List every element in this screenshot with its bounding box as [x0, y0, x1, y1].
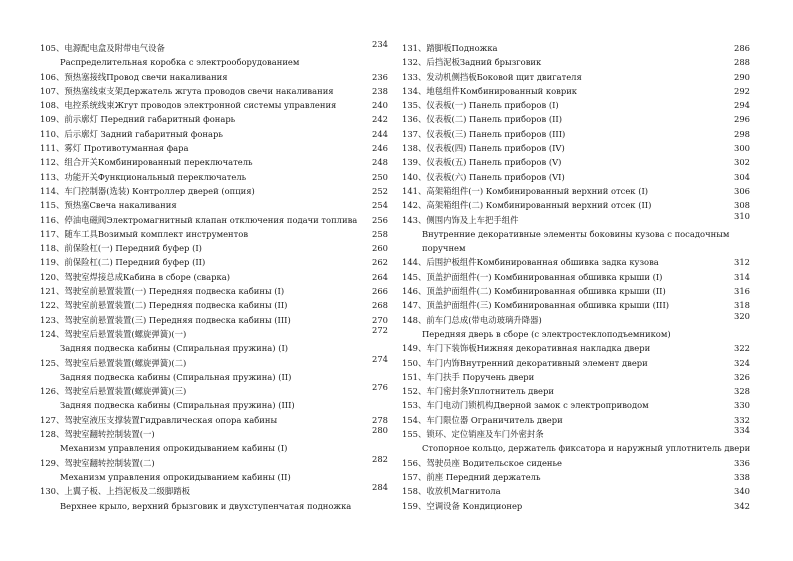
toc-entry — [402, 427, 750, 441]
toc-page-number: 298 — [734, 128, 750, 139]
toc-entry-title: Задняя подвеска кабины (Спиральная пружина) (II) — [60, 371, 292, 382]
toc-entry-title: 114、车门控制器(选装) Контроллер дверей (опция) — [40, 185, 255, 196]
toc-entry-title: 126、驾驶室后悬置装置(螺旋弹簧)(三) — [40, 386, 187, 397]
toc-page-number: 334 — [734, 425, 750, 436]
toc-entry-title: 135、仪表板(一) Панель приборов (I) — [402, 100, 559, 111]
toc-entry — [402, 127, 750, 141]
toc-entry-title: 119、前保险杠(二) Передний буфер (II) — [40, 257, 206, 268]
toc-page-number: 278 — [372, 414, 388, 425]
toc-page-number: 256 — [372, 214, 388, 225]
toc-entry-continuation — [402, 227, 750, 241]
toc-entry-title: Верхнее крыло, верхний брызговик и двухступенчатая подножка — [60, 500, 352, 511]
toc-entry-continuation — [402, 241, 750, 255]
toc-page-number: 284 — [372, 482, 388, 493]
toc-entry — [402, 284, 750, 298]
toc-page-number: 322 — [734, 343, 750, 354]
toc-entry-title: 142、高架箱组件(二) Комбинированный верхний отсек (II) — [402, 200, 652, 211]
toc-page-number: 300 — [734, 143, 750, 154]
toc-entry — [402, 184, 750, 198]
toc-entry-title: 150、车门内饰Внутренний декоративный элемент двери — [402, 357, 648, 368]
toc-page-number: 304 — [734, 171, 750, 182]
toc-page-number: 340 — [734, 486, 750, 497]
toc-entry-title: 152、车门密封条Уплотнитель двери — [402, 386, 554, 397]
toc-entry — [40, 98, 388, 112]
toc-page-number: 330 — [734, 400, 750, 411]
toc-entry-continuation — [40, 398, 388, 412]
toc-entry — [402, 255, 750, 269]
toc-page-number: 282 — [372, 453, 388, 464]
toc-page-number: 294 — [734, 100, 750, 111]
toc-entry — [40, 198, 388, 212]
toc-entry-title: 130、上翼子板、上挡泥板及二级脚踏板 — [40, 486, 190, 497]
toc-entry — [40, 453, 388, 470]
toc-entry-title: 118、前保险杠(一) Передний буфер (I) — [40, 243, 202, 254]
toc-page-number: 262 — [372, 257, 388, 268]
toc-entry — [40, 227, 388, 241]
toc-entry-title: Стопорное кольцо, держатель фиксатора и наружный уплотнитель двери — [422, 443, 751, 454]
toc-entry — [402, 98, 750, 112]
toc-entry-title: 156、驾驶员座 Водительское сиденье — [402, 457, 562, 468]
toc-entry-continuation — [402, 327, 750, 341]
toc-page-number: 258 — [372, 228, 388, 239]
toc-entry — [40, 170, 388, 184]
toc-page-number: 274 — [372, 353, 388, 364]
toc-entry — [402, 41, 750, 55]
toc-entry-title: Механизм управления опрокидыванием кабины (I) — [60, 443, 288, 454]
toc-entry — [40, 213, 388, 227]
toc-entry — [40, 484, 388, 498]
toc-entry-title: 149、车门下装饰板Нижняя декоративная накладка двери — [402, 343, 651, 354]
toc-page-number: 296 — [734, 114, 750, 125]
toc-entry — [40, 270, 388, 284]
toc-entry — [402, 470, 750, 484]
toc-entry-title: 128、驾驶室翻转控制装置(一) — [40, 429, 155, 440]
toc-entry — [40, 298, 388, 312]
toc-entry — [40, 41, 388, 55]
toc-entry-title: 110、后示廓灯 Задний габаритный фонарь — [40, 128, 223, 139]
toc-entry — [402, 141, 750, 155]
toc-entry — [40, 324, 388, 341]
toc-entry-title: 111、雾灯 Противотуманная фара — [40, 143, 189, 154]
toc-entry — [40, 70, 388, 84]
toc-entry — [402, 55, 750, 69]
toc-entry-title: 143、侧围内饰及上车把手组件 — [402, 214, 519, 225]
toc-entry-title: 107、预热塞线束支架Держатель жгута проводов свечи накаливания — [40, 85, 334, 96]
toc-entry-title: 129、驾驶室翻转控制装置(二) — [40, 457, 155, 468]
toc-entry-title: 132、后挡泥板Задний брызговик — [402, 57, 542, 68]
toc-entry — [40, 84, 388, 98]
toc-page-number: 260 — [372, 243, 388, 254]
toc-page-number: 270 — [372, 314, 388, 325]
toc-entry — [402, 70, 750, 84]
toc-page-number: 316 — [734, 286, 750, 297]
toc-entry — [40, 384, 388, 398]
toc-entry-title: 122、驾驶室前悬置装置(二) Передняя подвеска кабины (II) — [40, 300, 288, 311]
toc-page-number: 338 — [734, 471, 750, 482]
toc-page-number: 326 — [734, 371, 750, 382]
toc-entry — [40, 353, 388, 370]
toc-entry-title: 151、车门扶手 Поручень двери — [402, 371, 535, 382]
toc-entry — [402, 384, 750, 398]
toc-page-number: 280 — [372, 425, 388, 436]
toc-entry — [40, 127, 388, 141]
toc-page-number: 302 — [734, 157, 750, 168]
toc-page-number: 234 — [372, 39, 388, 49]
toc-entry-title: 108、电控系统线束Жгут проводов электронной системы управления — [40, 100, 337, 111]
toc-entry-title: 158、收放机Магнитола — [402, 486, 501, 497]
toc-entry-title: 124、驾驶室后悬置装置(螺旋弹簧)(一) — [40, 328, 187, 339]
toc-entry-title: 140、仪表板(六) Панель приборов (VI) — [402, 171, 565, 182]
toc-page-number: 242 — [372, 114, 388, 125]
toc-page-number: 288 — [734, 57, 750, 68]
toc-page-number: 238 — [372, 85, 388, 96]
toc-entry-title: 112、组合开关Комбинированный переключатель — [40, 157, 253, 168]
toc-entry-title: Распределительная коробка с электрооборудованием — [60, 57, 300, 68]
toc-entry-title: 123、驾驶室前悬置装置(三) Передняя подвеска кабины (III) — [40, 314, 291, 325]
toc-entry-title: 159、空调设备 Кондиционер — [402, 500, 523, 511]
toc-page-number: 286 — [734, 43, 750, 53]
toc-entry-title: Передняя дверь в сборе (с электростеклоподъемником) — [422, 328, 671, 339]
toc-entry-title: 153、车门电动门锁机构Дверной замок с электроприводом — [402, 400, 649, 411]
toc-entry — [402, 456, 750, 470]
toc-entry — [40, 155, 388, 169]
toc-entry-title: 105、电源配电盒及附带电气设备 — [40, 43, 165, 53]
toc-page-number: 264 — [372, 271, 388, 282]
toc-entry — [40, 241, 388, 255]
toc-entry-continuation — [40, 55, 388, 69]
toc-entry — [402, 413, 750, 427]
toc-entry — [40, 141, 388, 155]
toc-entry-title: Задняя подвеска кабины (Спиральная пружина) (III) — [60, 400, 295, 411]
toc-page-number: 290 — [734, 71, 750, 82]
toc-entry — [40, 413, 388, 427]
toc-entry-title: 137、仪表板(三) Панель приборов (III) — [402, 128, 566, 139]
toc-entry — [402, 270, 750, 284]
toc-entry-title: 127、驾驶室液压支撑装置Гидравлическая опора кабины — [40, 414, 278, 425]
toc-entry-title: Задняя подвеска кабины (Спиральная пружина) (I) — [60, 343, 289, 354]
toc-entry-title: 136、仪表板(二) Панель приборов (II) — [402, 114, 562, 125]
toc-entry — [402, 341, 750, 355]
toc-page-number: 250 — [372, 171, 388, 182]
toc-page-number: 266 — [372, 286, 388, 297]
toc-entry-title: 106、预热塞接线Провод свечи накаливания — [40, 71, 228, 82]
toc-entry-title: 116、停油电磁阀Электромагнитный клапан отключения подачи топлива — [40, 214, 358, 225]
toc-page-number: 332 — [734, 414, 750, 425]
toc-page-number: 320 — [734, 310, 750, 321]
toc-entry — [402, 484, 750, 498]
toc-entry — [402, 370, 750, 384]
toc-entry-title: 117、随车工具Возимый комплект инструментов — [40, 228, 249, 239]
toc-entry-title: 131、踏脚板Подножка — [402, 43, 498, 53]
toc-entry-title: 155、锁环、定位销座及车门外密封条 — [402, 429, 544, 440]
toc-page-number: 252 — [372, 185, 388, 196]
toc-page-number: 314 — [734, 271, 750, 282]
toc-right-column — [402, 41, 750, 513]
toc-page-number: 292 — [734, 85, 750, 96]
toc-entry — [40, 284, 388, 298]
toc-entry — [402, 499, 750, 513]
toc-page-number: 268 — [372, 300, 388, 311]
toc-entry-title: 134、地毯组件Комбинированный коврик — [402, 85, 578, 96]
toc-page-number: 254 — [372, 200, 388, 211]
toc-entry — [402, 210, 750, 227]
toc-entry — [402, 112, 750, 126]
toc-entry-title: поручнем — [422, 243, 466, 254]
toc-entry-title: 133、发动机侧挡板Боковой щит двигателя — [402, 71, 582, 82]
toc-page-number: 310 — [734, 210, 750, 221]
toc-entry — [402, 298, 750, 312]
toc-entry-title: 139、仪表板(五) Панель приборов (V) — [402, 157, 562, 168]
toc-left-column — [40, 41, 388, 513]
toc-entry — [40, 255, 388, 269]
toc-entry — [402, 84, 750, 98]
toc-entry — [40, 313, 388, 327]
toc-entry-title: 145、顶盖护面组件(一) Комбинированная обшивка крыши (I) — [402, 271, 663, 282]
toc-entry-title: 147、顶盖护面组件(三) Комбинированная обшивка крыши (III) — [402, 300, 670, 311]
toc-page-number: 312 — [734, 257, 750, 268]
toc-entry-title: 125、驾驶室后悬置装置(螺旋弹簧)(二) — [40, 357, 187, 368]
toc-entry-title: 154、车门限位器 Ограничитель двери — [402, 414, 563, 425]
toc-page-number: 336 — [734, 457, 750, 468]
toc-entry-continuation — [40, 470, 388, 484]
toc-page-number: 240 — [372, 100, 388, 111]
toc-entry-title: 109、前示廓灯 Передний габаритный фонарь — [40, 114, 236, 125]
toc-entry — [402, 198, 750, 212]
toc-page-number: 248 — [372, 157, 388, 168]
toc-page-number: 244 — [372, 128, 388, 139]
toc-page-number: 272 — [372, 324, 388, 335]
toc-entry — [40, 184, 388, 198]
toc-entry-continuation — [402, 441, 750, 455]
toc-entry — [402, 155, 750, 169]
toc-entry-title: 144、后围护板组件Комбинированная обшивка задка кузова — [402, 257, 659, 268]
toc-entry — [40, 112, 388, 126]
toc-page-number: 276 — [372, 382, 388, 393]
toc-entry-title: 115、预热塞Свеча накаливания — [40, 200, 177, 211]
toc-page-number: 308 — [734, 200, 750, 211]
toc-page-number: 306 — [734, 185, 750, 196]
toc-entry — [402, 398, 750, 412]
toc-page-number: 328 — [734, 386, 750, 397]
toc-entry-title: Механизм управления опрокидыванием кабины (II) — [60, 471, 291, 482]
toc-entry — [40, 427, 388, 441]
toc-entry — [402, 170, 750, 184]
toc-page-number: 342 — [734, 500, 750, 511]
toc-entry-continuation — [40, 441, 388, 455]
toc-page-number: 318 — [734, 300, 750, 311]
toc-page-number: 324 — [734, 357, 750, 368]
toc-entry-continuation — [40, 370, 388, 384]
toc-entry-title: 121、驾驶室前悬置装置(一) Передняя подвеска кабины (I) — [40, 286, 285, 297]
toc-entry-title: 113、功能开关Функциональный переключатель — [40, 171, 247, 182]
toc-entry-continuation — [40, 341, 388, 355]
toc-entry-title: 146、顶盖护面组件(二) Комбинированная обшивка крыши (II) — [402, 286, 666, 297]
toc-entry — [402, 356, 750, 370]
toc-entry-title: 138、仪表板(四) Панель приборов (IV) — [402, 143, 565, 154]
toc-page-number: 236 — [372, 71, 388, 82]
toc-page-number: 246 — [372, 143, 388, 154]
toc-entry-title: 120、驾驶室焊接总成Кабина в сборе (сварка) — [40, 271, 230, 282]
toc-entry-continuation — [40, 499, 388, 513]
toc-entry-title: 141、高架箱组件(一) Комбинированный верхний отсек (I) — [402, 185, 649, 196]
toc-entry-title: 157、前座 Передний держатель — [402, 471, 541, 482]
toc-entry — [402, 310, 750, 327]
toc-entry-title: 148、前车门总成(带电动玻璃升降器) — [402, 314, 542, 325]
toc-entry-title: Внутренние декоративные элементы боковины кузова с посадочным — [422, 228, 730, 239]
